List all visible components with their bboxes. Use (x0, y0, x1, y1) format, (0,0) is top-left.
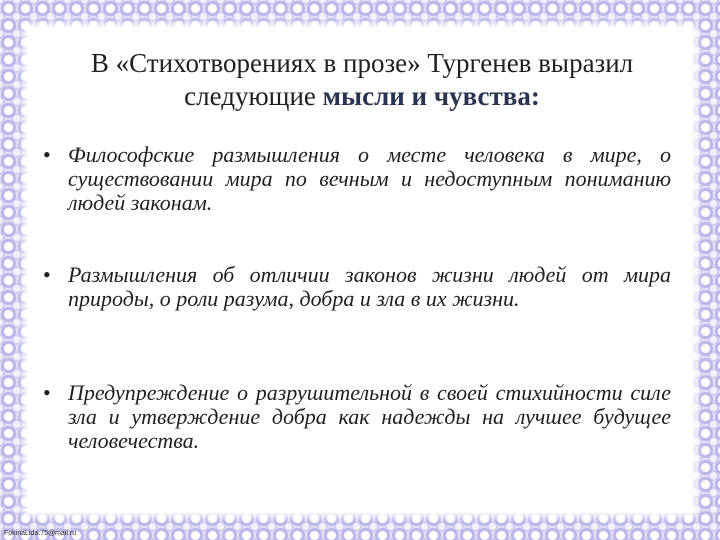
slide-panel (27, 27, 693, 513)
bullet-marker: • (43, 380, 51, 405)
bullet-marker: • (43, 262, 51, 287)
bullet-marker: • (43, 142, 51, 167)
bullet-text: Размышления об отличии законов жизни людей от мира природы, о роли разума, добра и зла в их жизни. (68, 262, 671, 311)
title-line-2-prefix: следующие (184, 81, 323, 111)
footer-email: FokinaLida.75@mail.ru (4, 530, 77, 537)
bullet-text: Предупреждение о разрушительной в своей стихийности силе зла и утверждение добра как надежды на лучшее будущее человечества. (68, 380, 671, 453)
bullet-item (43, 263, 671, 311)
bullet-list (27, 27, 693, 513)
title-emphasis: мысли и чувства: (322, 81, 540, 111)
bullet-item (43, 381, 671, 453)
title-line-1: В «Стихотворениях в прозе» Тургенев выразил (90, 48, 634, 78)
bullet-item (43, 143, 671, 215)
bullet-text: Философские размышления о месте человека в мире, о существовании мира по вечным и недоступным пониманию людей законам. (68, 142, 671, 215)
